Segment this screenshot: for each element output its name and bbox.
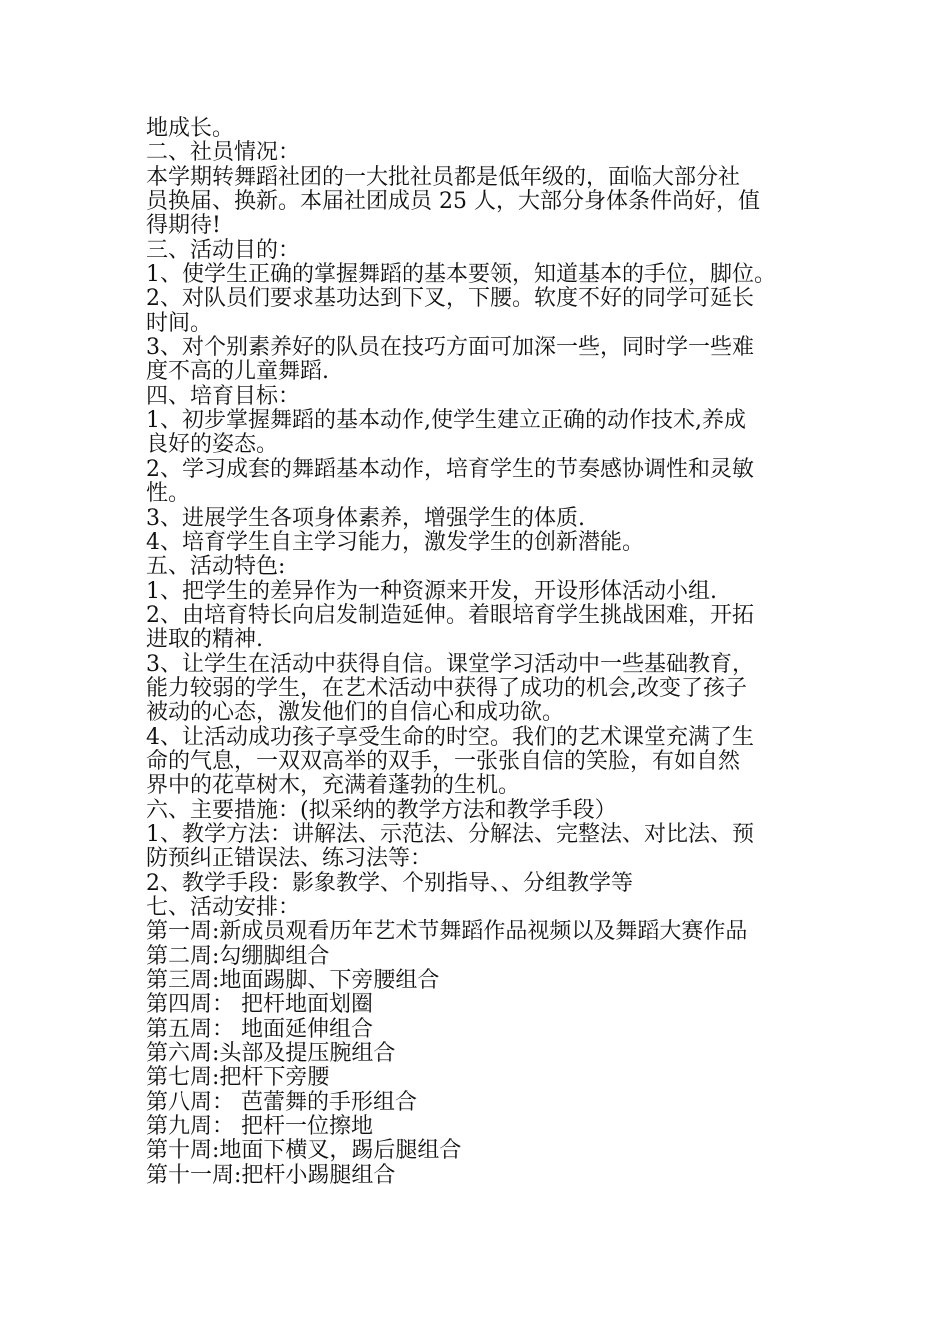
text-line: 2、由培育特长向启发制造延伸。着眼培育学生挑战困难，开拓 <box>146 602 754 628</box>
text-line: 第七周:把杆下旁腰 <box>146 1065 330 1091</box>
text-line: 1、把学生的差异作为一种资源来开发，开设形体活动小组. <box>146 578 717 604</box>
text-line: 第一周:新成员观看历年艺术节舞蹈作品视频以及舞蹈大赛作品 <box>146 919 748 945</box>
text-line: 员换届、换新。本届社团成员 25 人，大部分身体条件尚好，值 <box>146 189 760 215</box>
text-line: 性。 <box>146 481 191 507</box>
document-body <box>146 117 811 1188</box>
text-line: 3、进展学生各项身体素养，增强学生的体质. <box>146 505 585 531</box>
text-line: 时间。 <box>146 310 213 336</box>
text-line: 防预纠正错误法、练习法等： <box>146 846 433 872</box>
text-line: 第二周:勾绷脚组合 <box>146 943 330 969</box>
text-line: 三、活动目的： <box>146 237 301 263</box>
text-line: 界中的花草树木，充满着蓬勃的生机。 <box>146 773 521 799</box>
text-line: 二、社员情况： <box>146 140 301 166</box>
text-line: 第四周： 把杆地面划圈 <box>146 992 373 1018</box>
text-line: 第十一周:把杆小踢腿组合 <box>146 1162 396 1188</box>
text-line: 度不高的儿童舞蹈. <box>146 359 329 385</box>
text-line: 被动的心态，激发他们的自信心和成功欲。 <box>146 700 565 726</box>
text-line: 四、培育目标： <box>146 383 301 409</box>
text-line: 2、教学手段：影象教学、个别指导、、分组教学等 <box>146 870 633 896</box>
text-line: 3、让学生在活动中获得自信。课堂学习活动中一些基础教育， <box>146 651 754 677</box>
text-line: 第十周:地面下横叉，踢后腿组合 <box>146 1138 462 1164</box>
text-line: 地成长。 <box>146 116 235 141</box>
text-line: 能力较弱的学生，在艺术活动中获得了成功的机会,改变了孩子 <box>146 675 747 701</box>
text-line: 3、对个别素养好的队员在技巧方面可加深一些，同时学一些难 <box>146 335 754 361</box>
text-line: 2、对队员们要求基功达到下叉，下腰。软度不好的同学可延长 <box>146 286 754 312</box>
text-line: 命的气息，一双双高举的双手，一张张自信的笑脸，有如自然 <box>146 748 741 774</box>
text-line: 4、培育学生自主学习能力，激发学生的创新潜能。 <box>146 529 644 555</box>
text-line: 第三周:地面踢脚、下旁腰组合 <box>146 968 440 994</box>
text-line: 得期待! <box>146 213 221 239</box>
text-line: 第五周： 地面延伸组合 <box>146 1016 373 1042</box>
text-line: 进取的精神. <box>146 627 263 653</box>
text-line: 六、主要措施：(拟采纳的教学方法和教学手段） <box>146 797 617 823</box>
text-line: 4、让活动成功孩子享受生命的时空。我们的艺术课堂充满了生 <box>146 724 754 750</box>
text-line: 第八周： 芭蕾舞的手形组合 <box>146 1089 417 1115</box>
text-line: 2、学习成套的舞蹈基本动作，培育学生的节奏感协调性和灵敏 <box>146 456 754 482</box>
text-line: 1、初步掌握舞蹈的基本动作,使学生建立正确的动作技术,养成 <box>146 408 746 434</box>
text-line: 1、使学生正确的掌握舞蹈的基本要领，知道基本的手位，脚位。 <box>146 262 776 288</box>
text-line: 第九周： 把杆一位擦地 <box>146 1114 373 1140</box>
text-line: 良好的姿态。 <box>146 432 279 458</box>
text-line: 第六周:头部及提压腕组合 <box>146 1041 396 1067</box>
text-line: 本学期转舞蹈社团的一大批社员都是低年级的，面临大部分社 <box>146 164 741 190</box>
text-line: 五、活动特色: <box>146 554 286 580</box>
text-line: 1、教学方法：讲解法、示范法、分解法、完整法、对比法、预 <box>146 821 754 847</box>
text-line: 七、活动安排： <box>146 895 301 920</box>
